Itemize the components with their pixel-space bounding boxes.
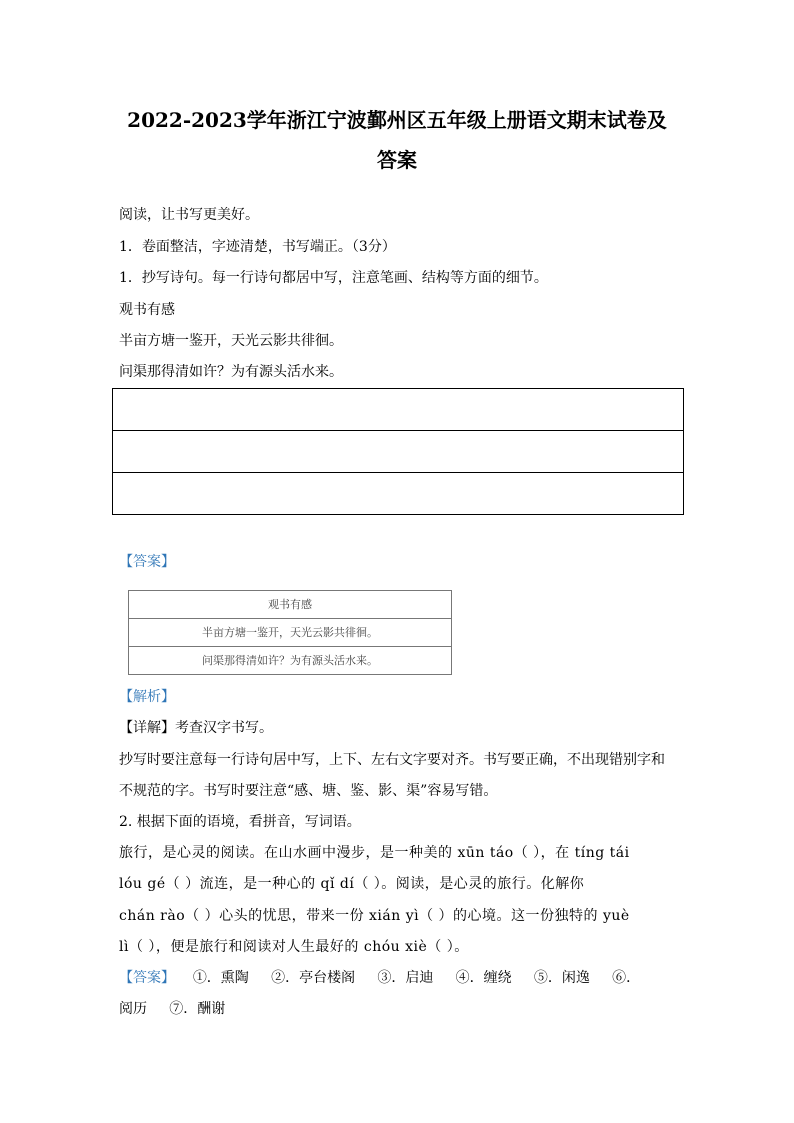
text-line: 不规范的字。书写时要注意“感、塘、鉴、影、渠”容易写错。 [119, 783, 498, 799]
answer-label: 【答案】 [119, 970, 175, 986]
question-2: 2. 根据下面的语境，看拼音，写词语。 [119, 814, 361, 830]
poem-title: 观书有感 [119, 302, 175, 318]
writing-grid [112, 388, 684, 515]
detail-text: 【详解】考查汉字书写。 [119, 720, 273, 736]
answer-2-cont: 阅历 ⑦．酬谢 [119, 1001, 226, 1017]
answer-text: ①．熏陶 ②．亭台楼阁 ③．启迪 ④．缠绕 ⑤．闲逸 ⑥． [192, 970, 641, 986]
text-line: 旅行，是心灵的阅读。在山水画中漫步，是一种美的 xūn táo（ ），在 tíng tái [119, 845, 630, 861]
text-line: chán rào（ ）心头的忧思，带来一份 xián yì（ ）的心境。这一份独特的 yuè [119, 908, 630, 924]
poem-line: 半亩方塘一鉴开，天光云影共徘徊。 [119, 333, 343, 349]
answer-image: 观书有感 半亩方塘一鉴开，天光云影共徘徊。 问渠那得清如许？为有源头活水来。 [128, 590, 452, 675]
answer-2 [119, 968, 640, 988]
text-line: 阅读，让书写更美好。 [119, 207, 259, 223]
text-line: 1．抄写诗句。每一行诗句都居中写，注意笔画、结构等方面的细节。 [119, 270, 548, 286]
poem-line: 问渠那得清如许？为有源头活水来。 [119, 364, 343, 380]
question-1: 1．卷面整洁，字迹清楚，书写端正。（3分） [119, 239, 396, 255]
text-line: lóu gé（ ）流连，是一种心的 qǐ dí（ ）。阅读，是心灵的旅行。化解你 [119, 876, 585, 892]
text-line: lì（ ），便是旅行和阅读对人生最好的 chóu xiè（ ）。 [119, 939, 469, 955]
page-title: 2022-2023学年浙江宁波鄞州区五年级上册语文期末试卷及 答案 [127, 108, 667, 172]
answer-label: 【答案】 [119, 554, 175, 570]
analysis-label: 【解析】 [119, 689, 175, 705]
text-line: 抄写时要注意每一行诗句居中写，上下、左右文字要对齐。书写要正确，不出现错别字和 [119, 752, 665, 768]
